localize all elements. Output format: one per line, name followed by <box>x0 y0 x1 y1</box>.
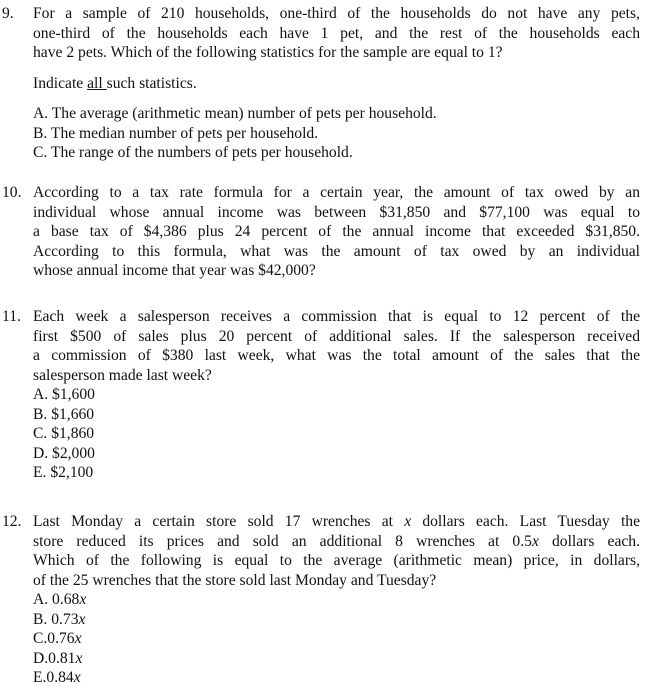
answer-option-c[interactable] <box>33 629 640 649</box>
variable-x: x <box>75 649 83 667</box>
question-body <box>33 512 640 688</box>
variable-x: x <box>79 591 87 608</box>
answer-option-c[interactable]: C. $1,860 <box>33 425 95 442</box>
answer-option-a[interactable] <box>33 590 640 610</box>
variable-x: x <box>531 532 539 550</box>
question-body <box>33 183 640 281</box>
instruction-underlined: all <box>87 74 107 92</box>
question-text-line: individual whose annual income was between $31,850 and $77,100 was equal to <box>33 203 640 221</box>
question-text-line: According to a tax rate formula for a certain year, the amount of tax owed by an <box>33 184 640 201</box>
option-text: E.0.84 <box>33 669 74 686</box>
question-text-line: According to this formula, what was the amount of tax owed by an individual <box>33 242 640 260</box>
question-11 <box>0 307 640 483</box>
question-number: 12. <box>2 513 22 530</box>
answer-option-b[interactable]: B. $1,660 <box>33 405 95 423</box>
question-9 <box>0 4 640 163</box>
question-text-line <box>33 512 640 532</box>
question-text-line <box>33 532 640 552</box>
answer-option-b[interactable]: B. The median number of pets per household. <box>33 124 319 142</box>
answer-option-a[interactable]: A. The average (arithmetic mean) number of pets per household. <box>33 105 437 122</box>
variable-x: x <box>78 610 86 628</box>
question-text-line: first $500 of sales plus 20 percent of additional sales. If the salesperson received <box>33 327 640 345</box>
question-text-line: For a sample of 210 households, one-third of the households do not have any pets, <box>33 5 640 22</box>
question-text-line: a commission of $380 last week, what was the total amount of the sales that the <box>33 347 640 364</box>
variable-x: x <box>73 669 81 686</box>
variable-x: x <box>404 513 412 530</box>
answer-option-d[interactable]: D. $2,000 <box>33 444 95 462</box>
answer-option-a[interactable]: A. $1,600 <box>33 386 95 403</box>
question-text-line: have 2 pets. Which of the following statistics for the sample are equal to 1? <box>33 44 503 61</box>
question-text-line: whose annual income that year was $42,000? <box>33 262 316 279</box>
question-body <box>33 307 640 483</box>
question-text-line: Which of the following is equal to the average (arithmetic mean) price, in dollars, <box>33 552 640 569</box>
question-text-line: one-third of the households each have 1 pet, and the rest of the households each <box>33 24 640 42</box>
instruction-pre: Indicate <box>33 74 88 92</box>
text-segment: dollars each. <box>538 532 640 550</box>
option-text: C.0.76 <box>33 630 75 647</box>
question-text-line: salesperson made last week? <box>33 366 212 384</box>
variable-x: x <box>74 630 82 647</box>
text-segment: Last Monday a certain store sold 17 wrenches at <box>33 513 405 530</box>
answer-option-c[interactable]: C. The range of the numbers of pets per household. <box>33 144 353 161</box>
answer-option-b[interactable] <box>33 610 640 630</box>
question-number: 11. <box>2 308 21 325</box>
instruction-post: such statistics. <box>106 74 197 92</box>
question-12 <box>0 512 640 688</box>
question-number: 9. <box>2 5 14 22</box>
question-10 <box>0 183 640 281</box>
question-text-line: Each week a salesperson receives a commission that is equal to 12 percent of the <box>33 308 640 325</box>
question-text-line: of the 25 wrenches that the store sold last Monday and Tuesday? <box>33 571 437 589</box>
option-text: D.0.81 <box>33 649 76 667</box>
text-segment: dollars each. Last Tuesday the <box>411 513 641 530</box>
question-text-line: a base tax of $4,386 plus 24 percent of the annual income that exceeded $31,850. <box>33 223 640 240</box>
answer-option-d[interactable] <box>33 649 640 669</box>
option-text: A. 0.68 <box>33 591 80 608</box>
answer-option-e[interactable] <box>33 668 640 688</box>
text-segment: store reduced its prices and sold an additional 8 wrenches at 0.5 <box>33 532 532 550</box>
question-body <box>33 4 640 163</box>
question-number: 10. <box>2 184 22 201</box>
option-text: B. 0.73 <box>33 610 79 628</box>
answer-option-e[interactable]: E. $2,100 <box>33 464 94 481</box>
instruction-text <box>33 74 640 94</box>
